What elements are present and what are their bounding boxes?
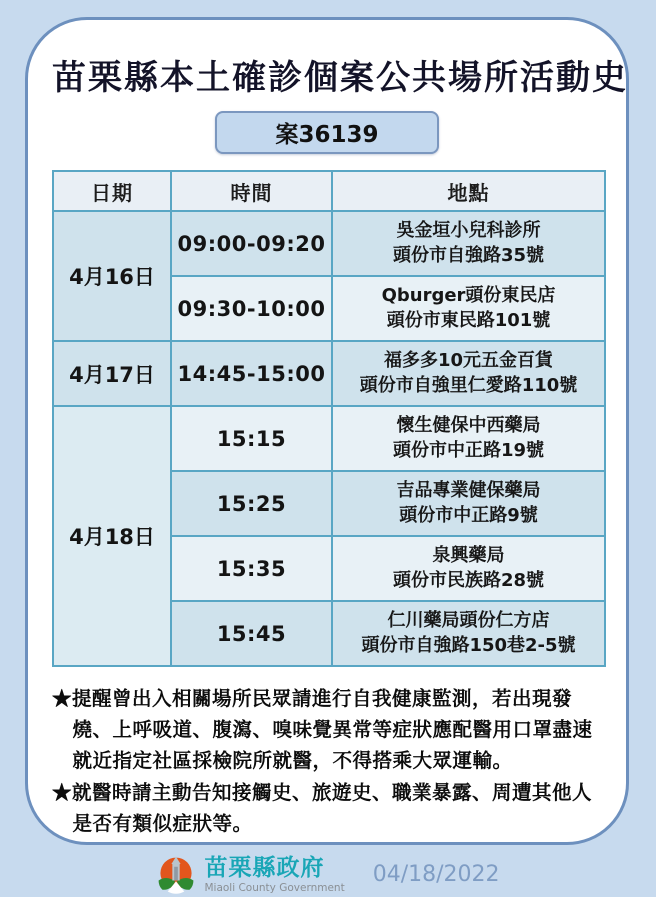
place-address: 頭份市自強里仁愛路110號 (359, 374, 578, 396)
place-address: 頭份市自強路150巷2-5號 (361, 634, 576, 656)
location-cell (332, 211, 605, 276)
time-cell: 09:30-10:00 (171, 276, 332, 341)
time-cell: 15:45 (171, 601, 332, 666)
activity-table (52, 170, 606, 667)
location-cell (332, 341, 605, 406)
date-cell: 4月18日 (53, 406, 171, 666)
notes-section (52, 683, 608, 839)
note-item: ★就醫時請主動告知接觸史、旅遊史、職業暴露、周遭其他人是否有類似症狀等。 (52, 780, 593, 835)
column-header-time: 時間 (171, 171, 332, 211)
location-cell (332, 276, 605, 341)
org-name-en: Miaoli County Government (204, 881, 345, 894)
table-header-row (53, 171, 605, 211)
activity-table-body (53, 211, 605, 666)
table-row (53, 211, 605, 276)
poster-card (25, 17, 629, 894)
place-name: 仁川藥局頭份仁方店 (387, 609, 550, 631)
column-header-location: 地點 (332, 171, 605, 211)
place-address: 頭份市自強路35號 (392, 244, 545, 266)
place-name: 福多多10元五金百貨 (383, 349, 554, 371)
time-cell: 15:35 (171, 536, 332, 601)
place-address: 頭份市民族路28號 (392, 569, 545, 591)
case-badge-wrap (52, 111, 602, 154)
org-name: 苗栗縣政府 (204, 854, 325, 882)
place-address: 頭份市東民路101號 (386, 309, 551, 331)
location-cell (332, 406, 605, 471)
footer-date: 04/18/2022 (372, 862, 500, 888)
time-cell: 14:45-15:00 (171, 341, 332, 406)
table-row (53, 341, 605, 406)
date-cell: 4月17日 (53, 341, 171, 406)
time-cell: 09:00-09:20 (171, 211, 332, 276)
location-cell (332, 471, 605, 536)
place-name: Qburger頭份東民店 (381, 284, 556, 306)
case-number-badge: 案36139 (215, 111, 438, 154)
place-name: 懷生健保中西藥局 (396, 414, 541, 436)
time-cell: 15:15 (171, 406, 332, 471)
note-item: ★提醒曾出入相關場所民眾請進行自我健康監測，若出現發燒、上呼吸道、腹瀉、嗅味覺異常等症狀應配醫用口罩盡速就近指定社區採檢院所就醫，不得搭乘大眾運輸。 (52, 687, 593, 773)
location-cell (332, 601, 605, 666)
place-name: 吳金垣小兒科診所 (396, 219, 541, 241)
place-name: 吉品專業健保藥局 (396, 479, 541, 501)
page-title: 苗栗縣本土確診個案公共場所活動史 (52, 58, 628, 98)
place-name: 泉興藥局 (432, 544, 505, 566)
place-address: 頭份市中正路19號 (392, 439, 545, 461)
date-cell: 4月16日 (53, 211, 171, 341)
table-row (53, 406, 605, 471)
time-cell: 15:25 (171, 471, 332, 536)
column-header-date: 日期 (53, 171, 171, 211)
place-address: 頭份市中正路9號 (399, 504, 538, 526)
location-cell (332, 536, 605, 601)
